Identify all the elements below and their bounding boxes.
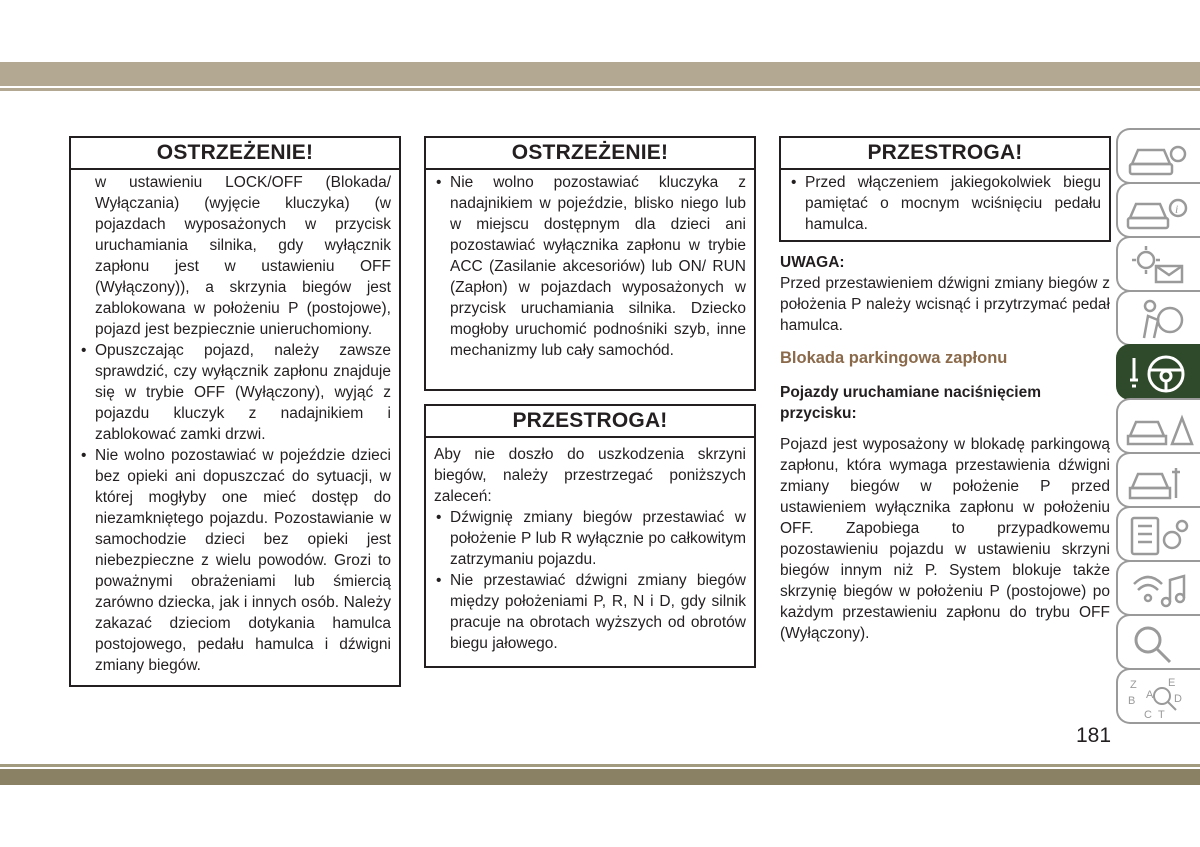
caution-intro: Aby nie doszło do uszkodzenia skrzyni biegów, należy przestrzegać poniższych zaleceń:: [434, 446, 746, 505]
tab-multimedia[interactable]: [1116, 560, 1200, 616]
caution-bullet-list: [434, 507, 746, 654]
tab-service[interactable]: [1116, 452, 1200, 508]
tab-starting-driving[interactable]: [1116, 344, 1200, 400]
index-icon: [1124, 674, 1194, 722]
index-letter: C: [1144, 709, 1152, 721]
caution-title: PRZESTROGA!: [426, 406, 754, 438]
tab-index[interactable]: [1116, 668, 1200, 724]
car-service-icon: [1124, 458, 1194, 506]
note-label: UWAGA:: [780, 254, 845, 271]
subsection-title: Pojazdy uruchamiane naciśnięciem przycisku:: [780, 384, 1042, 422]
caution-body: [781, 170, 1109, 235]
header-rule: [0, 88, 1200, 91]
car-breakdown-icon: [1124, 404, 1194, 452]
caution-bullet: • Nie przestawiać dźwigni zmiany biegów między położeniami P, R, N i D, gdy silnik pracuje na obrotach wyższych od obrotów biegu jałowego.: [434, 570, 746, 654]
airbag-icon: [1124, 296, 1194, 344]
warning-body: [71, 170, 399, 676]
caution-body: [426, 438, 754, 654]
note-block: [780, 252, 1110, 336]
warning-bullet: • Nie wolno pozostawiać kluczyka z nadajnikiem w pojeździe, blisko niego lub w miejscu dostępnym dla dzieci ani pozostawiać wyłącznika zapłonu w trybie ACC (Zasilanie akcesoriów) lub ON/ RUN (Zapłon) w pojazdach wyposażonych w przycisk uruchamiania silnika. Dziecko mogłoby uruchomić podnośniki szyb, inne mechanizmy lub cały samochód.: [434, 172, 746, 361]
index-letter: D: [1174, 693, 1182, 705]
index-letter: Z: [1130, 679, 1137, 691]
tab-car-info[interactable]: [1116, 182, 1200, 238]
caution-bullet: • Przed włączeniem jakiegokolwiek biegu pamiętać o mocnym wciśnięciu pedału hamulca.: [789, 172, 1101, 235]
warning-box-left: [69, 136, 401, 687]
warning-box-middle: [424, 136, 756, 391]
body-paragraph: Pojazd jest wyposażony w blokadę parkingową zapłonu, która wymaga przestawienia dźwigni zmiany biegów w położenie P przed ustawieniem wyłącznika zapłonu w położeniu OFF. Zapobiega to przypadkowemu pozostawieniu pojazdu w ustawieniu skrzyni biegów innym niż P. System blokuje także skrzynię biegów w położeniu P (postojowe) po każdym przestawieniu zapłonu do trybu OFF (Wyłączony).: [780, 436, 1110, 642]
caution-box-middle: [424, 404, 756, 668]
warning-continuation-text: w ustawieniu LOCK/OFF (Blokada/ Wyłączania) (wyjęcie kluczyka) (w pojazdach wyposażonych w przycisk uruchamiania silnika, gdy wyłącznik zapłonu jest w ustawieniu OFF (Wyłączony)), a skrzynia biegów jest zablokowana w położeniu P (postojowe), pojazd jest bezpiecznie unieruchomiony.: [95, 174, 391, 338]
warning-bullet: • Opuszczając pojazd, należy zawsze sprawdzić, czy wyłącznik zapłonu znajduje się w trybie OFF (Wyłączony), wyjąć z pojazdu kluczyk z nadajnikiem i zablokować zamki drzwi.: [79, 340, 391, 445]
warning-bullet: • Nie wolno pozostawiać w pojeździe dzieci bez opieki ani dopuszczać do sytuacji, w której mogłyby one mieć dostęp do niezamkniętego pojazdu. Pozostawianie w samochodzie dzieci bez opieki jest niebezpieczne z wielu powodów. Grozi to poważnymi obrażeniami lub śmiercią zarówno dziecka, jak i innych osób. Należy zakazać dzieciom dotykania hamulca postojowego, pedału hamulca i dźwigni zmiany biegów.: [79, 445, 391, 676]
caution-bullet: • Dźwignię zmiany biegów przestawiać w położenie P lub R wyłącznie po całkowitym zatrzymaniu pojazdu.: [434, 507, 746, 570]
index-letter: T: [1158, 709, 1165, 721]
page-number: 181: [1076, 724, 1112, 747]
multimedia-icon: [1124, 566, 1194, 614]
tab-search[interactable]: [1116, 614, 1200, 670]
car-info-icon: [1124, 188, 1194, 236]
tab-specifications[interactable]: [1116, 506, 1200, 562]
footer-band: [0, 769, 1200, 785]
search-icon: [1124, 620, 1194, 668]
tab-warning-lights[interactable]: [1116, 236, 1200, 292]
footer-rule: [0, 764, 1200, 767]
warning-title: OSTRZEŻENIE!: [71, 138, 399, 170]
warning-body: [426, 170, 754, 361]
section-title: Blokada parkingowa zapłonu: [780, 349, 1008, 367]
note-text: Przed przestawieniem dźwigni zmiany biegów z położenia P należy wcisnąć i przytrzymać pedał hamulca.: [780, 275, 1110, 334]
car-interior-icon: [1124, 134, 1194, 182]
index-letter: A: [1146, 689, 1154, 701]
caution-bullet-list: [789, 172, 1101, 235]
header-band: [0, 62, 1200, 86]
index-letter: E: [1168, 677, 1176, 689]
steering-wheel-key-icon: [1124, 350, 1194, 398]
warning-lights-icon: [1124, 242, 1194, 290]
caution-title: PRZESTROGA!: [781, 138, 1109, 170]
specifications-icon: [1124, 512, 1194, 560]
svg-text:i: i: [1175, 202, 1179, 216]
tab-breakdown[interactable]: [1116, 398, 1200, 454]
warning-bullet-list: [79, 340, 391, 676]
index-letter: B: [1128, 695, 1136, 707]
tab-car-interior[interactable]: [1116, 128, 1200, 184]
warning-bullet-list: [434, 172, 746, 361]
tab-airbag[interactable]: [1116, 290, 1200, 346]
warning-title: OSTRZEŻENIE!: [426, 138, 754, 170]
caution-box-right: [779, 136, 1111, 242]
